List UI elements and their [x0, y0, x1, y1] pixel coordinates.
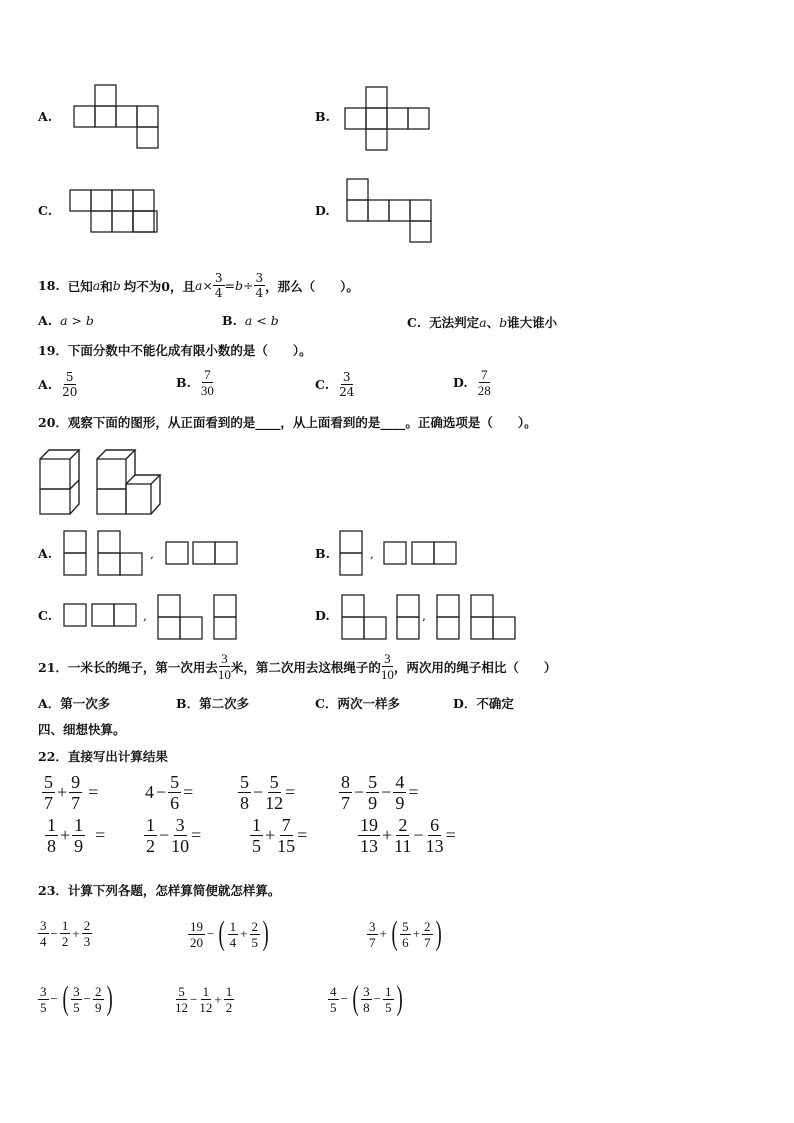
- q22-title: 22．直接写出计算结果: [38, 749, 168, 764]
- q21-option-a[interactable]: A．第一次多: [38, 696, 111, 711]
- q21-question: 21．一米长的绳子，第一次用去 $\frac{3}{10}$ 米，第二次用去这根绳子的 $\frac{3}{10}$ ，两次用的绳子相比（ ）: [38, 651, 557, 682]
- q22-expr-3: $\frac{5}{8}$ − $\frac{5}{12}$ =: [240, 772, 296, 813]
- q20-3d-figure-right: [95, 448, 165, 518]
- q20-option-c-label[interactable]: C.: [38, 608, 53, 623]
- right-paren: ): [435, 915, 442, 952]
- q19-question: 19．下面分数中不能化成有限小数的是（ ）。: [38, 343, 312, 358]
- left-paren: (: [62, 980, 69, 1017]
- q18-option-b[interactable]: B. a < b: [222, 313, 279, 328]
- q23-expr-3: $\frac{3}{7}$ + ( $\frac{5}{6}$ + $\frac{2}{7}$ ): [369, 915, 442, 952]
- q22-expr-2: 4 − $\frac{5}{6}$ =: [145, 772, 194, 813]
- q18-option-c[interactable]: C. 无法判定 a 、 b 谁大谁小: [407, 314, 558, 330]
- q18-fraction-1: $\frac{3}{4}$: [214, 271, 223, 300]
- q20-option-b-front-view: [340, 530, 370, 578]
- q20-comma-d: ,: [422, 608, 426, 623]
- q22-expr-4: $\frac{8}{7}$ − $\frac{5}{9}$ − $\frac{4}{9}$ =: [341, 772, 419, 813]
- q22-expr-8: $\frac{19}{13}$ + $\frac{2}{11}$ − $\frac{6}{13}$ =: [360, 815, 456, 856]
- q22-expr-1: $\frac{5}{7}$ + $\frac{9}{7}$ =: [44, 772, 99, 813]
- q20-option-c-top-view: [158, 594, 248, 642]
- left-paren: (: [391, 915, 398, 952]
- q19-option-c[interactable]: C. $\frac{3}{24}$: [315, 370, 355, 399]
- q19-option-b[interactable]: B. $\frac{7}{30}$: [176, 367, 214, 398]
- q21-option-c[interactable]: C．两次一样多: [315, 696, 400, 711]
- q23-expr-4: $\frac{3}{5}$ − ( $\frac{3}{5}$ − $\frac{2}{9}$ ): [40, 980, 113, 1017]
- q20-option-a-front-view: [64, 530, 154, 578]
- q18-question: 18. 已知 a 和 b 均不为0，且 a × $\frac{3}{4}$ = b ÷ $\frac{3}{4}$ ，那么（ ）。: [38, 271, 359, 300]
- q20-option-a-top-view: [166, 541, 246, 569]
- q22-expr-6: $\frac{1}{2}$ − $\frac{3}{10}$ =: [146, 815, 202, 856]
- q17-option-c-label[interactable]: C.: [38, 203, 53, 218]
- q17-net-c: [70, 189, 160, 237]
- q20-option-d-label[interactable]: D.: [315, 608, 330, 623]
- q19-option-d[interactable]: D. $\frac{7}{28}$: [453, 367, 491, 398]
- q17-net-a: [74, 84, 164, 150]
- q20-option-a-label[interactable]: A.: [38, 546, 53, 561]
- q22-expr-7: $\frac{1}{5}$ + $\frac{7}{15}$ =: [252, 815, 308, 856]
- section-heading: 四、细想快算。: [38, 722, 126, 737]
- right-paren: ): [396, 980, 403, 1017]
- q22-expr-5: $\frac{1}{8}$ + $\frac{1}{9}$ =: [47, 815, 106, 856]
- q20-option-b-label[interactable]: B.: [315, 546, 330, 561]
- q20-3d-figure-left: [38, 448, 83, 518]
- q20-comma-b: ,: [370, 546, 374, 561]
- q21-fraction-1: $\frac{3}{10}$: [217, 651, 231, 682]
- q17-net-b: [345, 86, 435, 152]
- q20-comma-c: ,: [143, 608, 147, 623]
- q20-question: 20．观察下面的图形，从正面看到的是____，从上面看到的是____。正确选项是（ ）。: [38, 415, 537, 430]
- q23-expr-2: $\frac{19}{20}$ − ( $\frac{1}{4}$ + $\frac{2}{5}$ ): [190, 915, 269, 952]
- q18-fraction-2: $\frac{3}{4}$: [255, 271, 264, 300]
- q23-title: 23．计算下列各题，怎样算简便就怎样算。: [38, 883, 281, 898]
- q19-option-a[interactable]: A. $\frac{5}{20}$: [38, 370, 78, 399]
- q17-net-d: [347, 178, 437, 246]
- q18-option-a[interactable]: A. a > b: [38, 313, 94, 328]
- q20-option-b-top-view: [384, 541, 464, 569]
- q23-expr-5: $\frac{5}{12}$ − $\frac{1}{12}$ + $\frac{1}{2}$: [175, 984, 233, 1015]
- q20-option-d-front-view: [342, 594, 432, 642]
- right-paren: ): [262, 915, 269, 952]
- q17-option-a-label[interactable]: A.: [38, 109, 53, 124]
- q20-option-d-top-view: [437, 594, 527, 642]
- q21-option-b[interactable]: B．第二次多: [176, 696, 250, 711]
- q17-option-d-label[interactable]: D.: [315, 203, 330, 218]
- right-paren: ): [106, 980, 113, 1017]
- q17-option-b-label[interactable]: B.: [315, 109, 330, 124]
- q23-expr-6: $\frac{4}{5}$ − ( $\frac{3}{8}$ − $\frac{1}{5}$ ): [330, 980, 403, 1017]
- left-paren: (: [352, 980, 359, 1017]
- q21-option-d[interactable]: D．不确定: [453, 696, 514, 711]
- left-paren: (: [218, 915, 226, 952]
- q23-expr-1: $\frac{3}{4}$ − $\frac{1}{2}$ + $\frac{2}{3}$: [40, 918, 91, 949]
- q20-comma-a: ,: [150, 546, 154, 561]
- q21-fraction-2: $\frac{3}{10}$: [380, 651, 394, 682]
- q20-option-c-front-view: [64, 603, 144, 631]
